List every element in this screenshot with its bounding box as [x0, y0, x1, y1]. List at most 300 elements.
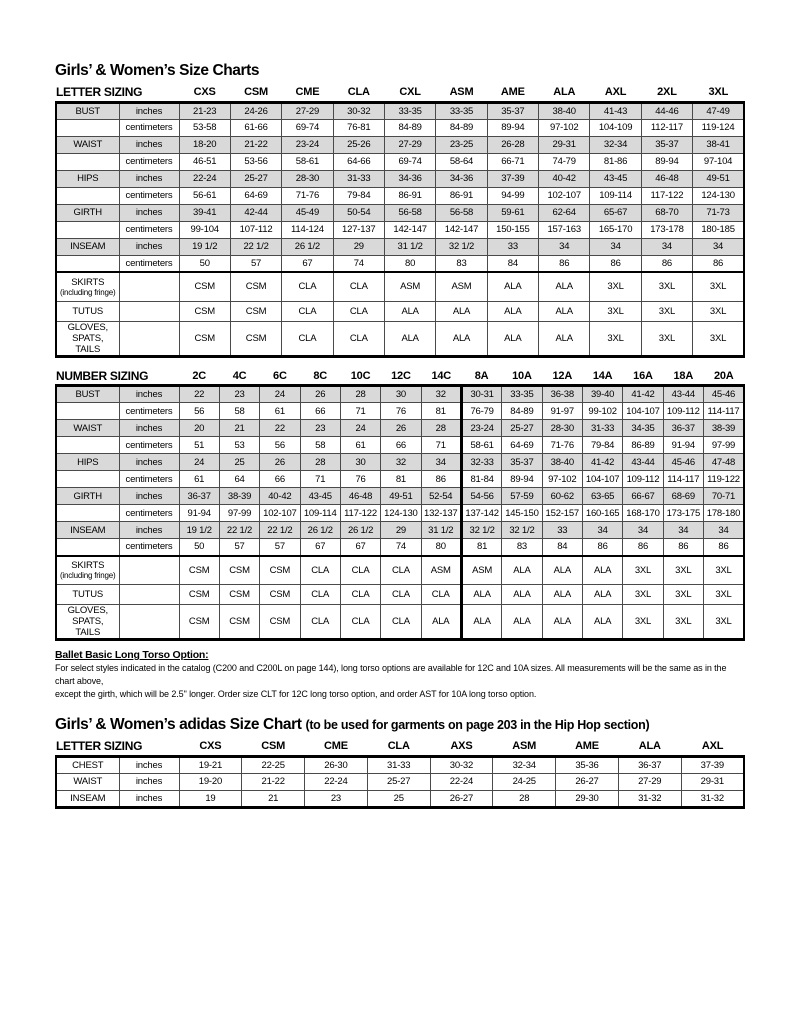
column-header-8a: 8A	[461, 368, 501, 386]
size-value: 20	[179, 420, 219, 437]
table-row	[56, 488, 744, 505]
size-value: 21-22	[242, 773, 305, 790]
size-value: 31-32	[618, 790, 681, 807]
size-value: CLA	[340, 605, 380, 640]
row-label	[56, 471, 119, 488]
column-header-cxl: CXL	[384, 84, 435, 102]
size-value: 34	[421, 454, 461, 471]
size-value: 3XL	[703, 605, 744, 640]
size-value: 22-24	[179, 170, 230, 187]
size-value: 142-147	[384, 221, 435, 238]
size-value: 56-58	[436, 204, 487, 221]
size-value: ALA	[461, 585, 501, 605]
size-value: 29-30	[556, 790, 619, 807]
size-value: 29-31	[539, 136, 590, 153]
size-value: 22	[179, 386, 219, 403]
size-value: 34-36	[384, 170, 435, 187]
size-value: 52-54	[421, 488, 461, 505]
size-value: 71	[300, 471, 340, 488]
unit-label: centimeters	[119, 255, 179, 272]
unit-label	[119, 301, 179, 321]
size-value: 28	[340, 386, 380, 403]
table-header-label: NUMBER SIZING	[56, 368, 179, 386]
size-value: 29-31	[681, 773, 744, 790]
size-value: 86	[421, 471, 461, 488]
size-value: 31-32	[681, 790, 744, 807]
size-value: ALA	[487, 301, 538, 321]
size-value: 25-27	[502, 420, 542, 437]
size-value: 46-51	[179, 153, 230, 170]
row-label: GLOVES, SPATS, TAILS	[56, 605, 119, 640]
size-value: 32 1/2	[502, 522, 542, 539]
size-value: CLA	[381, 556, 421, 585]
size-value: 173-178	[641, 221, 692, 238]
row-label: INSEAM	[56, 790, 119, 807]
size-value: 69-74	[384, 153, 435, 170]
size-value: CLA	[333, 301, 384, 321]
size-value: 60-62	[542, 488, 582, 505]
row-label: CHEST	[56, 756, 119, 773]
size-value: ALA	[582, 556, 622, 585]
size-value: 71-76	[542, 437, 582, 454]
size-value: 23	[305, 790, 368, 807]
size-value: 74	[381, 539, 421, 556]
row-label: HIPS	[56, 170, 119, 187]
size-value: 57	[230, 255, 281, 272]
size-value: 91-94	[663, 437, 703, 454]
size-value: CLA	[333, 272, 384, 301]
size-value: 27-29	[384, 136, 435, 153]
size-value: 114-117	[663, 471, 703, 488]
row-label	[56, 255, 119, 272]
table-row	[56, 522, 744, 539]
size-value: ALA	[542, 605, 582, 640]
size-value: ALA	[582, 605, 622, 640]
column-header-12c: 12C	[381, 368, 421, 386]
row-label: GIRTH	[56, 488, 119, 505]
column-header-3xl: 3XL	[693, 84, 744, 102]
size-value: 31 1/2	[384, 238, 435, 255]
unit-label	[119, 605, 179, 640]
size-value: 157-163	[539, 221, 590, 238]
size-value: 84-89	[436, 119, 487, 136]
size-value: 109-112	[663, 403, 703, 420]
column-header-ame: AME	[556, 738, 619, 756]
size-value: 3XL	[703, 585, 744, 605]
size-value: 104-107	[582, 471, 622, 488]
size-value: CLA	[340, 585, 380, 605]
size-value: CLA	[333, 321, 384, 356]
size-value: 104-109	[590, 119, 641, 136]
size-value: 102-107	[539, 187, 590, 204]
size-value: 22 1/2	[219, 522, 259, 539]
size-value: 97-99	[703, 437, 744, 454]
size-value: 54-56	[461, 488, 501, 505]
size-value: CLA	[381, 605, 421, 640]
size-value: 34	[539, 238, 590, 255]
row-label: BUST	[56, 386, 119, 403]
size-value: CSM	[260, 585, 300, 605]
size-value: 23	[300, 420, 340, 437]
table-row	[56, 204, 744, 221]
size-value: 3XL	[693, 321, 744, 356]
size-value: 81	[461, 539, 501, 556]
size-value: 35-37	[641, 136, 692, 153]
row-label: BUST	[56, 102, 119, 119]
size-value: 79-84	[333, 187, 384, 204]
size-value: 56	[179, 403, 219, 420]
size-value: CSM	[179, 321, 230, 356]
unit-label: inches	[119, 238, 179, 255]
size-value: 86-89	[623, 437, 663, 454]
column-header-axl: AXL	[681, 738, 744, 756]
size-value: ASM	[436, 272, 487, 301]
table-row	[56, 136, 744, 153]
unit-label: inches	[119, 488, 179, 505]
size-value: 58-64	[436, 153, 487, 170]
size-value: 109-112	[623, 471, 663, 488]
size-value: 39-41	[179, 204, 230, 221]
adidas-size-chart-table	[55, 738, 745, 809]
size-value: 25-26	[333, 136, 384, 153]
size-value: 168-170	[623, 505, 663, 522]
size-value: ALA	[502, 556, 542, 585]
unit-label	[119, 321, 179, 356]
size-value: CSM	[219, 556, 259, 585]
size-value: 43-45	[300, 488, 340, 505]
table-row	[56, 119, 744, 136]
unit-label: inches	[119, 170, 179, 187]
size-value: 86	[641, 255, 692, 272]
size-value: 36-37	[618, 756, 681, 773]
size-value: 49-51	[693, 170, 744, 187]
row-label: INSEAM	[56, 238, 119, 255]
size-value: 24	[179, 454, 219, 471]
unit-label: inches	[119, 204, 179, 221]
size-value: 32-33	[461, 454, 501, 471]
size-value: 51	[179, 437, 219, 454]
size-value: 22 1/2	[260, 522, 300, 539]
size-value: 86	[539, 255, 590, 272]
size-value: 33	[487, 238, 538, 255]
size-value: ALA	[487, 321, 538, 356]
size-value: 26	[381, 420, 421, 437]
size-value: 66	[260, 471, 300, 488]
size-value: ALA	[539, 301, 590, 321]
size-value: CLA	[282, 321, 333, 356]
row-label	[56, 221, 119, 238]
size-value: 71	[340, 403, 380, 420]
size-value: 86	[663, 539, 703, 556]
size-value: 25-27	[230, 170, 281, 187]
size-value: 63-65	[582, 488, 622, 505]
size-value: 180-185	[693, 221, 744, 238]
size-value: 61	[340, 437, 380, 454]
size-value: 26 1/2	[300, 522, 340, 539]
unit-label: centimeters	[119, 119, 179, 136]
unit-label: inches	[119, 454, 179, 471]
size-value: 58	[219, 403, 259, 420]
size-value: CSM	[219, 585, 259, 605]
size-value: 3XL	[641, 321, 692, 356]
size-value: 26	[300, 386, 340, 403]
column-header-12a: 12A	[542, 368, 582, 386]
table-row	[56, 471, 744, 488]
unit-label: inches	[119, 420, 179, 437]
column-header-cme: CME	[282, 84, 333, 102]
adidas-page-title	[55, 716, 745, 734]
column-header-ala: ALA	[618, 738, 681, 756]
size-value: 25	[367, 790, 430, 807]
column-header-csm: CSM	[242, 738, 305, 756]
size-value: ALA	[502, 605, 542, 640]
size-value: 24	[340, 420, 380, 437]
size-value: 21	[242, 790, 305, 807]
size-value: 19-20	[179, 773, 242, 790]
size-value: 70-71	[703, 488, 744, 505]
size-value: 86-91	[384, 187, 435, 204]
size-value: 46-48	[340, 488, 380, 505]
size-value: 40-42	[260, 488, 300, 505]
size-value: 29	[381, 522, 421, 539]
size-value: 91-97	[542, 403, 582, 420]
column-header-ala: ALA	[539, 84, 590, 102]
size-value: 50-54	[333, 204, 384, 221]
size-value: 57	[219, 539, 259, 556]
column-header-cla: CLA	[333, 84, 384, 102]
size-value: 37-39	[487, 170, 538, 187]
size-value: 26	[260, 454, 300, 471]
size-value: 22-25	[242, 756, 305, 773]
size-value: 62-64	[539, 204, 590, 221]
size-value: CSM	[179, 605, 219, 640]
size-value: 117-122	[340, 505, 380, 522]
size-value: ALA	[542, 585, 582, 605]
size-value: 127-137	[333, 221, 384, 238]
size-value: 19	[179, 790, 242, 807]
size-value: 57	[260, 539, 300, 556]
size-value: 35-36	[556, 756, 619, 773]
size-value: 61	[260, 403, 300, 420]
size-value: 32 1/2	[461, 522, 501, 539]
size-value: CLA	[282, 272, 333, 301]
size-value: 3XL	[663, 605, 703, 640]
size-value: 67	[340, 539, 380, 556]
column-header-asm: ASM	[436, 84, 487, 102]
table-header-row	[56, 368, 744, 386]
size-value: 56	[260, 437, 300, 454]
size-value: 68-70	[641, 204, 692, 221]
note-line-2: except the girth, which will be 2.5" longer. Order size CLT for 12C long torso option, and order AST for 10A long torso option.	[55, 689, 537, 700]
size-value: CSM	[230, 272, 281, 301]
size-value: 109-114	[590, 187, 641, 204]
column-header-cla: CLA	[367, 738, 430, 756]
size-value: CLA	[340, 556, 380, 585]
size-value: 3XL	[623, 585, 663, 605]
size-value: 30-31	[461, 386, 501, 403]
size-value: 30-32	[430, 756, 493, 773]
size-value: 23-24	[461, 420, 501, 437]
size-value: 43-45	[590, 170, 641, 187]
size-value: 66	[381, 437, 421, 454]
size-value: 34	[641, 238, 692, 255]
size-value: 137-142	[461, 505, 501, 522]
row-label: SKIRTS (including fringe)	[56, 272, 119, 301]
size-value: 26-28	[487, 136, 538, 153]
size-value: 66	[300, 403, 340, 420]
size-value: 24-26	[230, 102, 281, 119]
unit-label: centimeters	[119, 153, 179, 170]
size-value: 36-37	[663, 420, 703, 437]
column-header-cxs: CXS	[179, 738, 242, 756]
size-value: 24-25	[493, 773, 556, 790]
column-header-10c: 10C	[340, 368, 380, 386]
unit-label: centimeters	[119, 471, 179, 488]
size-value: CSM	[179, 301, 230, 321]
size-value: 34	[590, 238, 641, 255]
size-value: CLA	[421, 585, 461, 605]
size-value: 3XL	[663, 585, 703, 605]
size-value: 58-61	[461, 437, 501, 454]
size-value: CLA	[381, 585, 421, 605]
size-value: 34-36	[436, 170, 487, 187]
size-value: 86	[703, 539, 744, 556]
size-value: 59-61	[487, 204, 538, 221]
column-header-10a: 10A	[502, 368, 542, 386]
size-value: 28	[421, 420, 461, 437]
size-value: 3XL	[590, 301, 641, 321]
size-value: 109-114	[300, 505, 340, 522]
table-row	[56, 301, 744, 321]
unit-label	[119, 272, 179, 301]
size-value: 81	[381, 471, 421, 488]
size-value: 86	[590, 255, 641, 272]
size-value: 38-40	[539, 102, 590, 119]
size-value: 47-49	[693, 102, 744, 119]
table-row	[56, 420, 744, 437]
size-value: 34	[693, 238, 744, 255]
table-row	[56, 272, 744, 301]
size-value: 25	[219, 454, 259, 471]
size-value: CLA	[300, 556, 340, 585]
size-value: 97-102	[539, 119, 590, 136]
unit-label: centimeters	[119, 437, 179, 454]
table-row	[56, 790, 744, 807]
size-value: 46-48	[641, 170, 692, 187]
size-value: 145-150	[502, 505, 542, 522]
size-value: 84-89	[502, 403, 542, 420]
size-value: 41-43	[590, 102, 641, 119]
size-value: 42-44	[230, 204, 281, 221]
table-row	[56, 255, 744, 272]
size-value: 3XL	[590, 272, 641, 301]
size-value: 86	[693, 255, 744, 272]
size-value: 27-29	[618, 773, 681, 790]
size-value: 26-27	[556, 773, 619, 790]
size-value: 89-94	[487, 119, 538, 136]
size-value: 3XL	[623, 605, 663, 640]
note-title: Ballet Basic Long Torso Option:	[55, 649, 209, 661]
size-value: 81-84	[461, 471, 501, 488]
column-header-axs: AXS	[430, 738, 493, 756]
size-value: 49-51	[381, 488, 421, 505]
size-value: 26 1/2	[340, 522, 380, 539]
row-label: TUTUS	[56, 301, 119, 321]
size-value: 57-59	[502, 488, 542, 505]
size-value: 19 1/2	[179, 238, 230, 255]
size-value: 102-107	[260, 505, 300, 522]
row-label	[56, 153, 119, 170]
column-header-2c: 2C	[179, 368, 219, 386]
column-header-16a: 16A	[623, 368, 663, 386]
size-value: 3XL	[693, 272, 744, 301]
size-value: 41-42	[582, 454, 622, 471]
size-value: CSM	[179, 272, 230, 301]
size-value: 35-37	[502, 454, 542, 471]
table-header-row	[56, 84, 744, 102]
table-row	[56, 153, 744, 170]
table-row	[56, 585, 744, 605]
size-value: 3XL	[703, 556, 744, 585]
size-value: 38-39	[703, 420, 744, 437]
row-label: INSEAM	[56, 522, 119, 539]
size-value: 67	[300, 539, 340, 556]
size-value: 32	[421, 386, 461, 403]
size-value: 86	[623, 539, 663, 556]
ballet-long-torso-note	[55, 649, 745, 701]
column-header-cxs: CXS	[179, 84, 230, 102]
size-value: 22	[260, 420, 300, 437]
size-value: 71-76	[282, 187, 333, 204]
size-value: 3XL	[623, 556, 663, 585]
table-header-row	[56, 738, 744, 756]
column-header-14a: 14A	[582, 368, 622, 386]
size-value: 28	[300, 454, 340, 471]
size-value: 37-39	[681, 756, 744, 773]
size-value: 97-99	[219, 505, 259, 522]
size-value: 74-79	[539, 153, 590, 170]
column-header-8c: 8C	[300, 368, 340, 386]
size-value: 84-89	[384, 119, 435, 136]
size-value: 34	[663, 522, 703, 539]
column-header-6c: 6C	[260, 368, 300, 386]
size-value: 22-24	[430, 773, 493, 790]
size-value: 21-23	[179, 102, 230, 119]
size-value: 27-29	[282, 102, 333, 119]
adidas-title-main: Girls’ & Women’s adidas Size Chart	[55, 716, 306, 734]
size-value: 38-39	[219, 488, 259, 505]
size-value: 19-21	[179, 756, 242, 773]
size-value: CSM	[230, 301, 281, 321]
size-value: 71-73	[693, 204, 744, 221]
table-row	[56, 556, 744, 585]
size-value: 3XL	[663, 556, 703, 585]
size-value: 104-107	[623, 403, 663, 420]
unit-label: inches	[119, 522, 179, 539]
size-value: 114-117	[703, 403, 744, 420]
table-row	[56, 238, 744, 255]
note-line-1: For select styles indicated in the catalog (C200 and C200L on page 144), long torso options are available for 12C and 10A sizes. All measurements will be the same as in the chart above,	[55, 663, 727, 687]
size-value: 32 1/2	[436, 238, 487, 255]
size-value: CSM	[219, 605, 259, 640]
size-value: 30	[381, 386, 421, 403]
size-value: 86	[582, 539, 622, 556]
size-value: 29	[333, 238, 384, 255]
table-row	[56, 505, 744, 522]
size-value: 58	[300, 437, 340, 454]
column-header-asm: ASM	[493, 738, 556, 756]
table-row	[56, 321, 744, 356]
